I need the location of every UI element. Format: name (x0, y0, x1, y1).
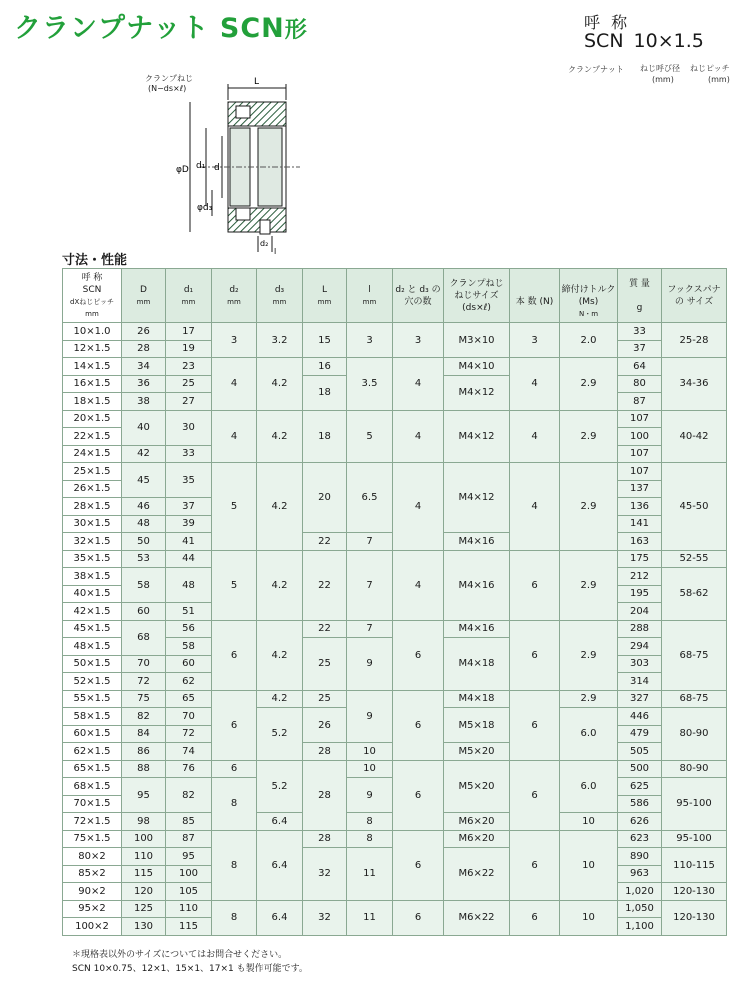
cell-screw: M4×16 (444, 550, 510, 620)
cell-D: 42 (122, 445, 166, 463)
cell-d1: 35 (166, 463, 212, 498)
dim-D-label: φD (176, 165, 189, 175)
cell-D: 82 (122, 708, 166, 726)
table-row (63, 358, 727, 376)
cell-name: 28×1.5 (63, 498, 122, 516)
cell-screw: M5×20 (444, 743, 510, 761)
footnote: ＊現格表以外のサイズについてはお問合せください。 (72, 950, 288, 960)
cell-L: 25 (303, 638, 347, 691)
cell-screw: M5×18 (444, 708, 510, 743)
header-L: L mm (303, 269, 347, 323)
cell-D: 86 (122, 743, 166, 761)
cell-name: 72×1.5 (63, 813, 122, 831)
header-l: l mm (347, 269, 393, 323)
cell-name: 35×1.5 (63, 550, 122, 568)
cell-name: 52×1.5 (63, 673, 122, 691)
drawing-label-clamp: クランプねじ (145, 74, 193, 83)
cell-mass: 625 (618, 778, 662, 796)
cell-screw: M4×12 (444, 463, 510, 533)
cell-name: 75×1.5 (63, 830, 122, 848)
cell-D: 26 (122, 323, 166, 341)
cell-D: 70 (122, 655, 166, 673)
cell-d1: 72 (166, 725, 212, 743)
cell-mass: 37 (618, 340, 662, 358)
nominal-label: 呼 称 (584, 13, 631, 32)
cell-wrench: 68-75 (662, 690, 727, 708)
cell-D: 120 (122, 883, 166, 901)
cell-D: 72 (122, 673, 166, 691)
cell-d1: 30 (166, 410, 212, 445)
cell-d1: 76 (166, 760, 212, 778)
cell-d1: 95 (166, 848, 212, 866)
cell-torque: 6.0 (560, 708, 618, 761)
cell-L: 18 (303, 410, 347, 463)
cell-d3: 5.2 (257, 760, 303, 813)
cell-d1: 62 (166, 673, 212, 691)
cell-screw: M4×12 (444, 375, 510, 410)
cell-mass: 446 (618, 708, 662, 726)
cell-d1: 48 (166, 568, 212, 603)
cell-mass: 204 (618, 603, 662, 621)
table-row (63, 760, 727, 778)
cell-l: 5 (347, 410, 393, 463)
cell-d1: 74 (166, 743, 212, 761)
cell-wrench: 58-62 (662, 568, 727, 621)
cell-mass: 294 (618, 638, 662, 656)
cell-holes: 6 (393, 760, 444, 830)
cell-D: 115 (122, 865, 166, 883)
cell-mass: 136 (618, 498, 662, 516)
header-screw: クランプねじ ねじサイズ (ds×ℓ) (444, 269, 510, 323)
table-row (63, 690, 727, 708)
table-row (63, 830, 727, 848)
drawing-label-clamp-spec: (N−ds×ℓ) (148, 84, 187, 93)
cell-screw: M4×16 (444, 620, 510, 638)
cell-wrench: 68-75 (662, 620, 727, 690)
cell-d2: 8 (212, 830, 257, 900)
cell-mass: 586 (618, 795, 662, 813)
cell-name: 95×2 (63, 900, 122, 918)
cell-mass: 890 (618, 848, 662, 866)
cell-mass: 626 (618, 813, 662, 831)
cell-mass: 303 (618, 655, 662, 673)
section-title: 寸法・性能 (62, 253, 128, 268)
cell-D: 53 (122, 550, 166, 568)
cell-D: 110 (122, 848, 166, 866)
specs-table (62, 268, 727, 936)
cell-mass: 623 (618, 830, 662, 848)
cell-mass: 500 (618, 760, 662, 778)
cell-screw: M4×16 (444, 533, 510, 551)
cell-D: 88 (122, 760, 166, 778)
cell-name: 38×1.5 (63, 568, 122, 586)
cell-count: 6 (510, 760, 560, 830)
cell-wrench: 80-90 (662, 760, 727, 778)
cell-d2: 6 (212, 690, 257, 760)
cell-d3: 3.2 (257, 323, 303, 358)
cell-torque: 2.0 (560, 323, 618, 358)
table-row (63, 550, 727, 568)
cell-d1: 87 (166, 830, 212, 848)
cell-D: 50 (122, 533, 166, 551)
cell-screw: M5×20 (444, 760, 510, 813)
cell-d3: 4.2 (257, 690, 303, 708)
cell-d1: 33 (166, 445, 212, 463)
cell-name: 50×1.5 (63, 655, 122, 673)
cell-d1: 85 (166, 813, 212, 831)
cell-holes: 6 (393, 830, 444, 900)
cell-l: 3 (347, 323, 393, 358)
cell-count: 4 (510, 410, 560, 463)
header-holes: d₂ と d₃ の 穴の数 (393, 269, 444, 323)
cell-L: 28 (303, 760, 347, 830)
cell-name: 26×1.5 (63, 480, 122, 498)
table-row (63, 463, 727, 481)
cell-name: 65×1.5 (63, 760, 122, 778)
cell-d1: 41 (166, 533, 212, 551)
cell-D: 60 (122, 603, 166, 621)
cell-D: 95 (122, 778, 166, 813)
cell-l: 9 (347, 638, 393, 691)
cell-mass: 175 (618, 550, 662, 568)
cell-l: 9 (347, 778, 393, 813)
cell-torque: 6.0 (560, 760, 618, 813)
cell-count: 6 (510, 620, 560, 690)
cell-count: 4 (510, 358, 560, 411)
cell-l: 6.5 (347, 463, 393, 533)
cell-count: 4 (510, 463, 560, 551)
table-row (63, 323, 727, 341)
cell-wrench: 25-28 (662, 323, 727, 358)
cell-mass: 100 (618, 428, 662, 446)
cell-name: 42×1.5 (63, 603, 122, 621)
cell-mass: 64 (618, 358, 662, 376)
cell-D: 58 (122, 568, 166, 603)
header-d1: d₁ mm (166, 269, 212, 323)
cell-torque: 2.9 (560, 550, 618, 620)
cell-d1: 105 (166, 883, 212, 901)
cell-screw: M4×10 (444, 358, 510, 376)
cell-screw: M6×20 (444, 830, 510, 848)
cell-D: 125 (122, 900, 166, 918)
cell-count: 6 (510, 690, 560, 760)
cell-d1: 82 (166, 778, 212, 813)
cell-torque: 2.9 (560, 620, 618, 690)
cell-torque: 2.9 (560, 410, 618, 463)
cell-d2: 6 (212, 760, 257, 778)
cell-name: 48×1.5 (63, 638, 122, 656)
cell-l: 7 (347, 550, 393, 620)
cell-d3: 4.2 (257, 410, 303, 463)
dim-d-label: d (214, 163, 220, 173)
cell-name: 85×2 (63, 865, 122, 883)
cell-L: 28 (303, 743, 347, 761)
cell-d1: 27 (166, 393, 212, 411)
cell-mass: 288 (618, 620, 662, 638)
cell-l: 10 (347, 743, 393, 761)
cell-d3: 6.4 (257, 813, 303, 831)
cell-mass: 87 (618, 393, 662, 411)
cell-D: 84 (122, 725, 166, 743)
cell-d1: 19 (166, 340, 212, 358)
cell-name: 45×1.5 (63, 620, 122, 638)
cell-d1: 56 (166, 620, 212, 638)
table-row (63, 620, 727, 638)
footnote: SCN 10×0.75、12×1、15×1、17×1 も製作可能です。 (72, 964, 308, 974)
cell-holes: 4 (393, 358, 444, 411)
cell-screw: M4×12 (444, 410, 510, 463)
cell-mass: 1,100 (618, 918, 662, 936)
cell-D: 130 (122, 918, 166, 936)
cell-holes: 4 (393, 550, 444, 620)
table-header-row (63, 269, 727, 323)
cell-l: 11 (347, 848, 393, 901)
cell-name: 30×1.5 (63, 515, 122, 533)
cell-screw: M4×18 (444, 638, 510, 691)
cell-wrench: 52-55 (662, 550, 727, 568)
cell-d1: 37 (166, 498, 212, 516)
cell-name: 12×1.5 (63, 340, 122, 358)
cell-torque: 10 (560, 813, 618, 831)
cell-L: 25 (303, 690, 347, 708)
cell-mass: 212 (618, 568, 662, 586)
nominal-sub-clamp: クランプナット (568, 65, 624, 74)
cell-wrench: 45-50 (662, 463, 727, 551)
cell-screw: M6×20 (444, 813, 510, 831)
cell-wrench: 110-115 (662, 848, 727, 883)
cell-d3: 4.2 (257, 550, 303, 620)
nominal-sub-pitch: ねじピッチ (690, 64, 730, 73)
cell-mass: 479 (618, 725, 662, 743)
cell-l: 11 (347, 900, 393, 935)
cell-name: 68×1.5 (63, 778, 122, 796)
cell-mass: 141 (618, 515, 662, 533)
cell-d3: 4.2 (257, 620, 303, 690)
table-row (63, 900, 727, 918)
cell-d3: 6.4 (257, 900, 303, 935)
cell-name: 62×1.5 (63, 743, 122, 761)
cell-name: 24×1.5 (63, 445, 122, 463)
cell-L: 15 (303, 323, 347, 358)
cell-name: 80×2 (63, 848, 122, 866)
cell-d3: 4.2 (257, 463, 303, 551)
cell-D: 36 (122, 375, 166, 393)
cell-torque: 2.9 (560, 358, 618, 411)
dim-d1-label: d₁ (196, 161, 206, 171)
cell-L: 28 (303, 830, 347, 848)
cell-name: 58×1.5 (63, 708, 122, 726)
cell-mass: 505 (618, 743, 662, 761)
cell-D: 34 (122, 358, 166, 376)
cell-mass: 327 (618, 690, 662, 708)
cell-l: 7 (347, 533, 393, 551)
cell-l: 7 (347, 620, 393, 638)
cell-name: 55×1.5 (63, 690, 122, 708)
cell-l: 8 (347, 813, 393, 831)
clamp-nut-drawing (140, 70, 310, 255)
cell-holes: 6 (393, 900, 444, 935)
cell-d1: 60 (166, 655, 212, 673)
cell-name: 60×1.5 (63, 725, 122, 743)
cell-d1: 39 (166, 515, 212, 533)
cell-name: 14×1.5 (63, 358, 122, 376)
nominal-sub-dia: ねじ呼び径 (640, 64, 680, 73)
cell-mass: 1,050 (618, 900, 662, 918)
cell-d2: 4 (212, 410, 257, 463)
dim-L-label: L (254, 77, 260, 87)
cell-D: 28 (122, 340, 166, 358)
nominal-code: SCN 10×1.5 (584, 30, 704, 52)
cell-mass: 80 (618, 375, 662, 393)
cell-L: 22 (303, 533, 347, 551)
header-d3: d₃ mm (257, 269, 303, 323)
cell-d2: 5 (212, 463, 257, 551)
cell-name: 22×1.5 (63, 428, 122, 446)
cell-mass: 33 (618, 323, 662, 341)
cell-L: 18 (303, 375, 347, 410)
cell-l: 10 (347, 760, 393, 778)
cell-d1: 17 (166, 323, 212, 341)
cell-D: 100 (122, 830, 166, 848)
cell-mass: 1,020 (618, 883, 662, 901)
cell-d2: 8 (212, 900, 257, 935)
cell-l: 9 (347, 690, 393, 743)
cell-D: 45 (122, 463, 166, 498)
cell-mass: 137 (618, 480, 662, 498)
cell-L: 20 (303, 463, 347, 533)
cell-holes: 4 (393, 410, 444, 463)
cell-name: 32×1.5 (63, 533, 122, 551)
cell-l: 3.5 (347, 358, 393, 411)
cell-wrench: 120-130 (662, 883, 727, 901)
cell-d1: 110 (166, 900, 212, 918)
cell-name: 18×1.5 (63, 393, 122, 411)
cell-count: 6 (510, 900, 560, 935)
header-D: D mm (122, 269, 166, 323)
cell-wrench: 95-100 (662, 778, 727, 831)
dim-d3-label: φd₃ (197, 203, 213, 213)
cell-wrench: 120-130 (662, 900, 727, 935)
cell-D: 46 (122, 498, 166, 516)
cell-name: 100×2 (63, 918, 122, 936)
cell-L: 22 (303, 620, 347, 638)
cell-d2: 4 (212, 358, 257, 411)
cell-D: 40 (122, 410, 166, 445)
cell-d1: 51 (166, 603, 212, 621)
nominal-sub-dia-unit: (mm) (652, 75, 674, 84)
cell-torque: 2.9 (560, 690, 618, 708)
cell-d2: 5 (212, 550, 257, 620)
cell-d1: 44 (166, 550, 212, 568)
cell-D: 75 (122, 690, 166, 708)
cell-L: 16 (303, 358, 347, 376)
cell-L: 32 (303, 848, 347, 901)
header-mass: 質 量 g (618, 269, 662, 323)
header-d2: d₂ mm (212, 269, 257, 323)
page-title: クランプナット SCN形 (14, 13, 308, 44)
cell-torque: 2.9 (560, 463, 618, 551)
cell-holes: 3 (393, 323, 444, 358)
dim-d2-label: d₂ (260, 239, 269, 248)
cell-mass: 963 (618, 865, 662, 883)
cell-count: 6 (510, 830, 560, 900)
cell-d1: 100 (166, 865, 212, 883)
cell-mass: 163 (618, 533, 662, 551)
cell-d2: 6 (212, 620, 257, 690)
cell-wrench: 34-36 (662, 358, 727, 411)
cell-name: 90×2 (63, 883, 122, 901)
header-wrench: フックスパナ の サイズ (662, 269, 727, 323)
cell-name: 16×1.5 (63, 375, 122, 393)
cell-l: 8 (347, 830, 393, 848)
cell-L: 22 (303, 550, 347, 620)
cell-d3: 6.4 (257, 830, 303, 900)
cell-name: 10×1.0 (63, 323, 122, 341)
header-torque: 締付けトルク (Ms) N・m (560, 269, 618, 323)
cell-L: 26 (303, 708, 347, 743)
cell-screw: M4×18 (444, 690, 510, 708)
cell-d1: 25 (166, 375, 212, 393)
cell-d2: 8 (212, 778, 257, 831)
cell-d1: 115 (166, 918, 212, 936)
cell-holes: 6 (393, 620, 444, 690)
cell-holes: 6 (393, 690, 444, 760)
cell-L: 32 (303, 900, 347, 935)
cell-d1: 65 (166, 690, 212, 708)
header-name: 呼 称 SCN dXねじピッチ mm (63, 269, 122, 323)
cell-mass: 314 (618, 673, 662, 691)
header-count: 本 数 (N) (510, 269, 560, 323)
cell-mass: 195 (618, 585, 662, 603)
cell-d1: 58 (166, 638, 212, 656)
cell-holes: 4 (393, 463, 444, 551)
cell-D: 48 (122, 515, 166, 533)
cell-D: 68 (122, 620, 166, 655)
cell-d2: 3 (212, 323, 257, 358)
cell-d3: 5.2 (257, 708, 303, 761)
cell-torque: 10 (560, 900, 618, 935)
cell-wrench: 80-90 (662, 708, 727, 761)
dim-l-label: l (274, 247, 277, 255)
cell-d1: 70 (166, 708, 212, 726)
cell-d3: 4.2 (257, 358, 303, 411)
cell-wrench: 40-42 (662, 410, 727, 463)
cell-count: 6 (510, 550, 560, 620)
cell-mass: 107 (618, 445, 662, 463)
cell-name: 20×1.5 (63, 410, 122, 428)
cell-mass: 107 (618, 410, 662, 428)
cell-mass: 107 (618, 463, 662, 481)
cell-name: 25×1.5 (63, 463, 122, 481)
cell-torque: 10 (560, 830, 618, 900)
footnotes (72, 948, 308, 976)
cell-name: 40×1.5 (63, 585, 122, 603)
nominal-sub-pitch-unit: (mm) (708, 75, 730, 84)
cell-screw: M6×22 (444, 900, 510, 935)
cell-D: 98 (122, 813, 166, 831)
cell-screw: M6×22 (444, 848, 510, 901)
cell-wrench: 95-100 (662, 830, 727, 848)
cell-screw: M3×10 (444, 323, 510, 358)
table-row (63, 410, 727, 428)
cell-count: 3 (510, 323, 560, 358)
cell-D: 38 (122, 393, 166, 411)
cell-d1: 23 (166, 358, 212, 376)
cell-name: 70×1.5 (63, 795, 122, 813)
